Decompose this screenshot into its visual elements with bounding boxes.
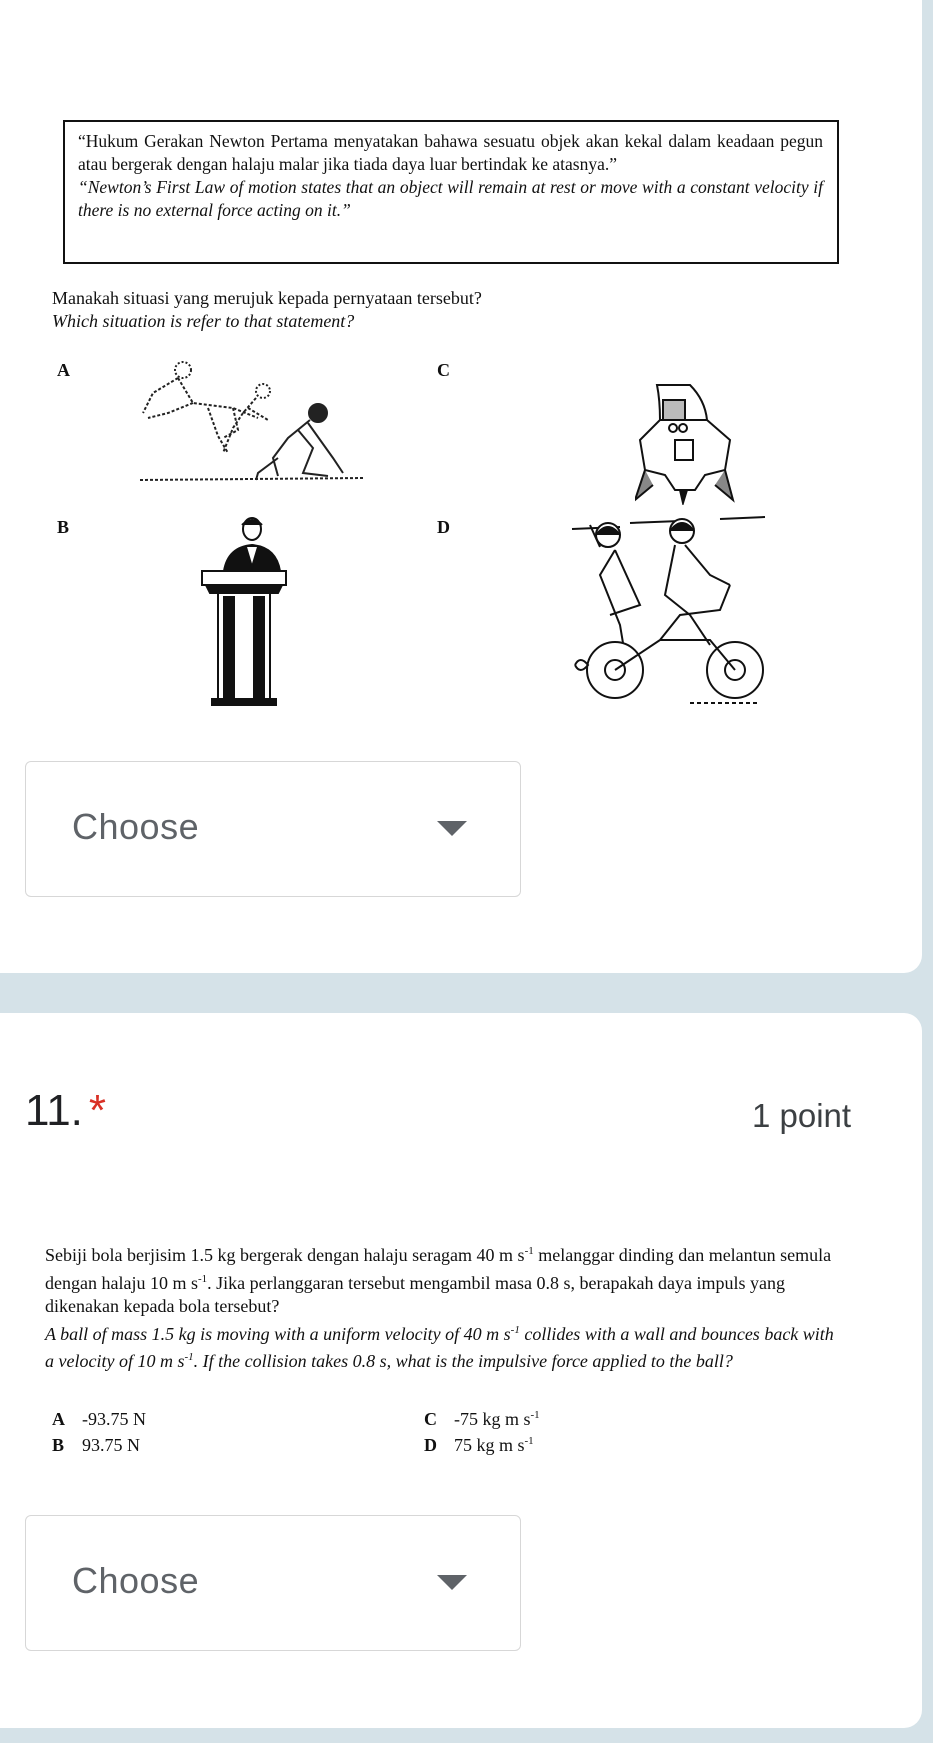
caret-down-icon — [437, 1575, 467, 1590]
quote-malay: “Hukum Gerakan Newton Pertama menyatakan bahawa sesuatu objek akan kekal dalam keadaan pegun atau bergerak dengan halaju malar jika tiada daya luar bertindak ke atasnya.” — [78, 131, 823, 174]
question-points: 1 point — [752, 1097, 852, 1134]
motorcycle-riders-image — [570, 515, 770, 710]
newton-law-quote-box — [63, 120, 839, 264]
quote-english: “Newton’s First Law of motion states that an object will remain at rest or move with a constant velocity if there is no external force acting on it.” — [78, 177, 823, 220]
question-10-prompt — [52, 287, 482, 333]
option-b-letter: B — [57, 517, 70, 537]
space-shuttle-image — [635, 380, 735, 505]
option-c-letter: C — [437, 360, 450, 380]
answer-option-b: B 93.75 N — [52, 1435, 140, 1455]
dropdown-placeholder: Choose — [72, 1560, 200, 1601]
question-11-english: A ball of mass 1.5 kg is moving with a uniform velocity of 40 m $s^{-1}$ collides with a wall and bounces back with a velocity of 10 m $s^{-1}$. If the collision takes 0.8 s, what is the impulsive force applied to the ball? — [45, 1323, 834, 1371]
question-number: 11. — [25, 1086, 83, 1135]
answer-option-c: C -75 kg m $s^{-1}$ — [424, 1409, 540, 1429]
question-11-title — [25, 1086, 106, 1136]
option-a-letter: A — [57, 360, 70, 380]
person-at-podium-image — [198, 515, 290, 707]
answer-option-d: D 75 kg m $s^{-1}$ — [424, 1435, 534, 1455]
prompt-english: Which situation is refer to that statement? — [52, 311, 355, 331]
question-11-answer-dropdown[interactable] — [25, 1515, 521, 1651]
question-11-malay: Sebiji bola berjisim 1.5 kg bergerak dengan halaju seragam 40 m $s^{-1}$ melanggar dinding dan melantun semula dengan halaju 10 m $s^{-1}$. Jika perlanggaran tersebut mengambil masa 0.8 s, berapakah daya impuls yang dikenakan kepada bola tersebut? — [45, 1245, 832, 1316]
question-10-answer-dropdown[interactable] — [25, 761, 521, 897]
caret-down-icon — [437, 821, 467, 836]
dropdown-placeholder: Choose — [72, 806, 200, 847]
question-11-body — [45, 1240, 845, 1374]
prompt-malay: Manakah situasi yang merujuk kepada pernyataan tersebut? — [52, 288, 482, 308]
required-asterisk: * — [88, 1086, 107, 1135]
athletes-tackle-image — [138, 358, 368, 488]
option-d-letter: D — [437, 517, 450, 537]
answer-option-a: A -93.75 N — [52, 1409, 146, 1429]
